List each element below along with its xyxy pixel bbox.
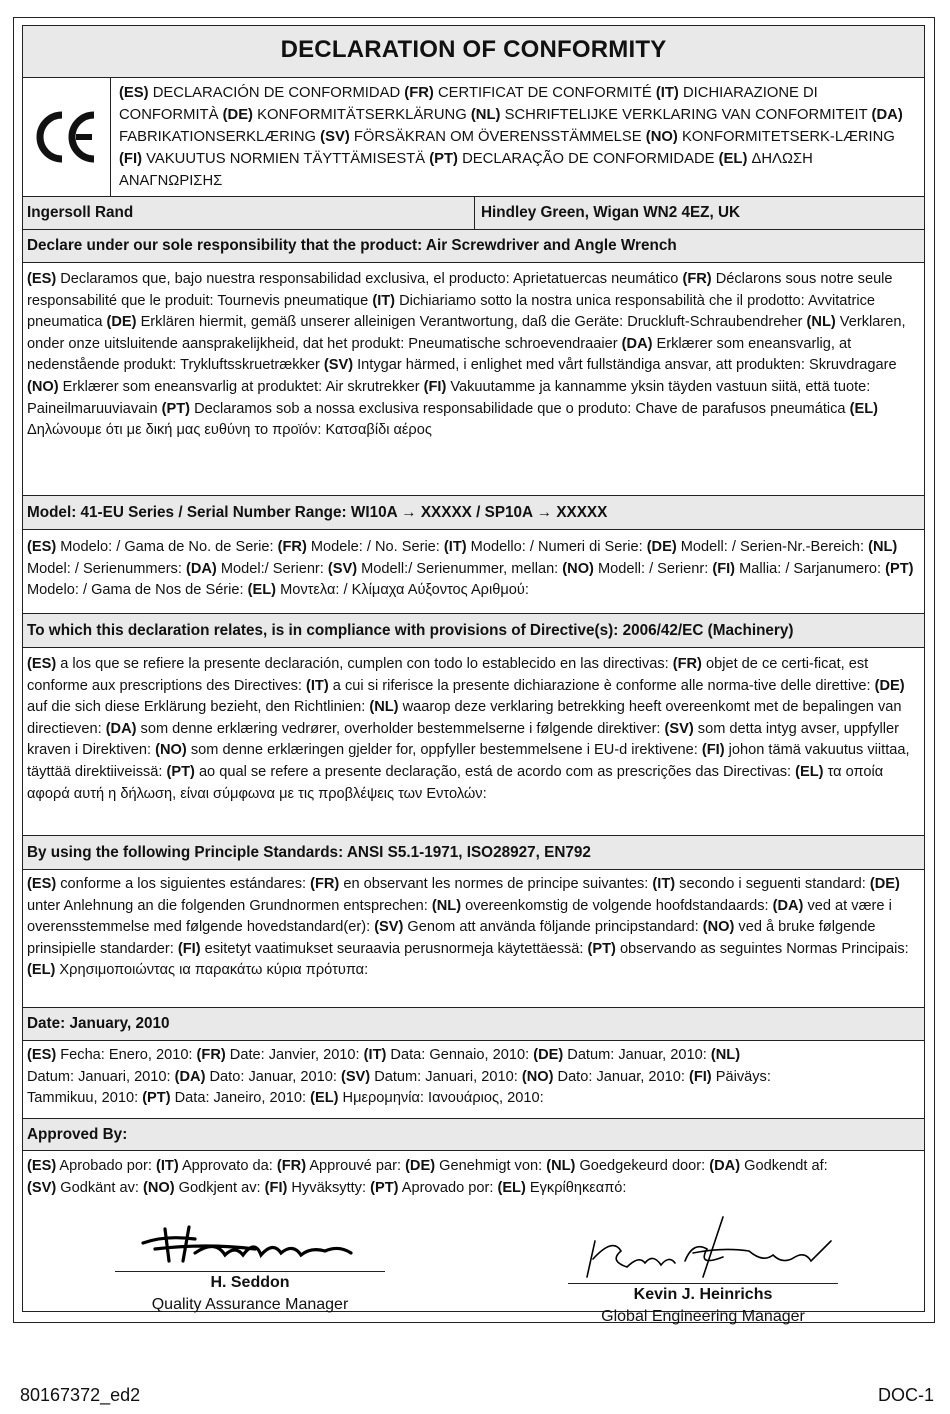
model-translation-code: (FI) <box>712 560 736 577</box>
model-translation-text: Model: / Serienummers: <box>27 560 186 577</box>
product-translation-code: (FI) <box>423 378 447 395</box>
directive-header: To which this declaration relates, is in compliance with provisions of Directive(s): 2006/42/EC (Machinery) <box>27 622 794 639</box>
signature-seddon-icon <box>135 1221 365 1269</box>
product-translation-code: (SV) <box>323 357 354 374</box>
approved-translations <box>23 1151 924 1202</box>
standards-translation-text: unter Anlehnung an die folgenden Grundnormen entsprechen: <box>27 897 432 914</box>
product-translation-text: Erklærer som eneansvarlig, at nedenstående produkt: Trykluftsskruetrækker <box>27 335 852 374</box>
model-translation-text: Mallia: / Sarjanumero: <box>735 560 886 577</box>
ce-mark-cell <box>23 78 111 196</box>
product-translation-code: (EL) <box>849 400 878 417</box>
directive-translation-text: a cui si riferisce la presente dichiarazione è conforme alle norma-tive delle direttive: <box>328 677 875 694</box>
date-translations-row <box>23 1041 924 1119</box>
declaration-table <box>22 25 925 1325</box>
directive-translation-code: (SV) <box>664 720 694 737</box>
model-translation-text: Model:/ Serienr: <box>216 560 328 577</box>
date-translation-text: Data: Janeiro, 2010: <box>170 1090 311 1107</box>
approved-translation-text: Goedgekeurd door: <box>575 1158 710 1174</box>
language-title-code: (PT) <box>429 151 458 167</box>
date-translation-code: (EL) <box>310 1090 339 1107</box>
standards-header-row <box>23 836 924 870</box>
date-header: Date: January, 2010 <box>27 1015 170 1032</box>
standards-translation-code: (SV) <box>374 919 404 936</box>
date-translation-code: (DE) <box>533 1047 564 1063</box>
language-title-code: (EL) <box>718 151 748 167</box>
standards-translation-text: Genom att använda följande principstandard: <box>403 919 703 936</box>
title-row <box>23 26 924 78</box>
standards-translation-text: overeenkomstig de volgende hoofdstandaards: <box>461 897 773 914</box>
language-title-code: (FI) <box>119 151 143 167</box>
model-header-row <box>23 496 924 530</box>
signatory-role-1: Quality Assurance Manager <box>151 1296 349 1313</box>
language-title-code: (NO) <box>645 129 678 145</box>
directive-translation-code: (ES) <box>27 656 57 672</box>
document-number: 80167372_ed2 <box>20 1385 141 1405</box>
approved-translation-code: (EL) <box>497 1179 526 1196</box>
approved-translation-code: (ES) <box>27 1158 57 1174</box>
model-translation-code: (NL) <box>868 539 898 555</box>
date-translation-code: (DA) <box>174 1068 206 1085</box>
language-title-code: (DA) <box>871 107 903 123</box>
language-title-text: KONFORMITETSERK-LÆRING <box>677 129 895 145</box>
language-title-text: CERTIFICAT DE CONFORMITÉ <box>433 85 656 101</box>
approved-translation-code: (NO) <box>143 1179 175 1196</box>
product-translation-text: Vakuutamme ja kannamme yksin täyden vastuun siitä, että tuote: Paineilmaruuviavain <box>27 378 871 417</box>
product-translation-text: Declaramos que, bajo nuestra responsabilidad exclusiva, el producto: Aprietatuercas neumático <box>56 271 683 287</box>
date-translation-code: (PT) <box>142 1090 171 1107</box>
directive-translation-code: (NL) <box>369 699 399 716</box>
approved-translation-code: (FR) <box>276 1158 307 1174</box>
product-translation-text: Erklären hiermit, gemäß unserer alleinigen Verantwortung, daß die Geräte: Druckluft-Schraubendreher <box>136 314 807 331</box>
directive-translation-text: objet de ce certi-ficat, est conforme aux prescriptions des Directives: <box>27 656 869 694</box>
product-translation-code: (NL) <box>806 314 836 331</box>
directive-translation-text: som denne erklæringen gjelder for, oppfyller bestemmelsene i EU-d irektivene: <box>186 742 702 759</box>
language-title-text: ΔΗΛΩΣΗ ΑΝΑΓΝΩΡΙΣΗΣ <box>119 151 813 189</box>
product-translations <box>23 263 924 445</box>
model-translation-code: (DE) <box>646 539 677 555</box>
standards-translation-text: secondo i seguenti standard: <box>675 876 870 892</box>
date-translation-text: Dato: Januar, 2010: <box>205 1068 341 1085</box>
ce-mark-icon <box>32 109 102 165</box>
model-translation-text: Modell: / Serien-Nr.-Bereich: <box>676 539 869 555</box>
language-title-code: (ES) <box>119 85 149 101</box>
product-header-row <box>23 230 924 263</box>
date-translation-text: Dato: Januar, 2010: <box>553 1068 689 1085</box>
page-title: DECLARATION OF CONFORMITY <box>280 36 667 63</box>
model-translation-text: Modelo: / Gama de Nos de Série: <box>27 582 248 599</box>
standards-header: By using the following Principle Standards: ANSI S5.1-1971, ISO28927, EN792 <box>27 844 591 861</box>
approval-row <box>23 1151 924 1325</box>
approved-translation-text: Εγκρίθηκεαπό: <box>525 1179 627 1196</box>
approved-translation-code: (IT) <box>156 1158 179 1174</box>
date-translation-text: Data: Gennaio, 2010: <box>386 1047 534 1063</box>
model-translation-text: Modello: / Numeri di Serie: <box>466 539 647 555</box>
standards-translation-text: en observant les normes de principe suivantes: <box>339 876 653 892</box>
approved-translation-text: Godkendt af: <box>740 1158 828 1174</box>
model-translation-text: Modele: / No. Serie: <box>306 539 444 555</box>
approved-translation-code: (PT) <box>370 1179 399 1196</box>
directive-translation-text: auf die sich diese Erklärung bezieht, den Richtlinien: <box>27 699 370 716</box>
date-translation-code: (IT) <box>363 1047 387 1063</box>
declaration-title-translations <box>113 78 924 196</box>
product-translations-row <box>23 263 924 496</box>
document-outer-frame <box>13 17 935 1323</box>
directive-translation-text: a los que se refiere la presente declaración, cumplen con todo lo establecido en las directivas: <box>56 656 673 672</box>
model-translation-text: Μοντελα: / Κλίμαχα Αύξοντος Αριθμού: <box>276 582 529 599</box>
approved-translation-text: Godkänt av: <box>56 1179 143 1196</box>
ce-languages-row <box>23 78 924 197</box>
signatory-name-1: H. Seddon <box>210 1274 290 1291</box>
standards-translation-code: (NL) <box>431 897 462 914</box>
date-translation-code: (ES) <box>27 1047 57 1063</box>
signatory-1 <box>115 1221 385 1316</box>
signatory-2 <box>568 1211 838 1328</box>
date-translation-text: Datum: Januari, 2010: <box>370 1068 522 1085</box>
standards-translation-text: Χρησιμοποιώντας ια παρακάτω κύρια πρότυπα: <box>55 962 369 979</box>
directive-translation-text: som denne erklæring vedrører, overholder bestemmelserne i følgende direktiver: <box>136 720 665 737</box>
model-translation-code: (SV) <box>327 560 358 577</box>
directive-header-row <box>23 614 924 648</box>
language-title-text: FÖRSÄKRAN OM ÖVERENSSTÄMMELSE <box>349 129 646 145</box>
approved-translation-code: (NL) <box>546 1158 576 1174</box>
language-title-code: (FR) <box>404 85 434 101</box>
standards-translation-text: ved at være i overensstemmelse med følgende hovedstandard(er): <box>27 897 892 936</box>
date-translation-code: (SV) <box>340 1068 371 1085</box>
directive-translation-code: (FR) <box>672 656 702 672</box>
standards-translation-code: (NO) <box>702 919 735 936</box>
directive-translation-text: waarop deze verklaring betrekking heeft overeenkomt met de bepalingen van directieven: <box>27 699 902 737</box>
standards-translation-code: (FR) <box>310 876 340 892</box>
signature-heinrichs-icon <box>573 1211 833 1283</box>
directive-translation-text: τα οποία αφορά αυτή η δήλωση, είναι σύμφωνα με τις προβλέψεις των Εντολών: <box>27 763 884 802</box>
language-title-text: KONFORMITÄTSERKLÄRUNG <box>253 107 471 123</box>
date-translation-text: Datum: Januari, 2010: <box>27 1068 175 1085</box>
standards-translation-code: (DA) <box>772 897 804 914</box>
standards-translations <box>23 870 924 985</box>
date-translations <box>23 1041 924 1113</box>
date-translation-text: Päiväys: Tammikuu, 2010: <box>27 1068 771 1107</box>
product-translation-text: Δηλώνουμε ότι με δική μας ευθύνη το προϊόν: Κατσαβίδι αέρος <box>27 422 432 439</box>
product-translation-code: (NO) <box>27 378 59 395</box>
language-title-text: FABRIKATIONSERKLÆRING <box>119 129 321 145</box>
company-row <box>23 197 924 230</box>
product-translation-text: Verklaren, onder onze uitsluitende aansprakelijkheid, dat het produkt: Pneumatische schroevendraaier <box>27 314 906 352</box>
company-name: Ingersoll Rand <box>23 197 475 229</box>
approved-header: Approved By: <box>27 1126 128 1143</box>
company-address: Hindley Green, Wigan WN2 4EZ, UK <box>481 204 741 221</box>
product-translation-text: Erklærer som eneansvarlig at produktet: Air skrutrekker <box>58 378 424 395</box>
date-translation-code: (FR) <box>196 1047 226 1063</box>
directive-translation-text: som detta intyg avser, uppfyller kraven i Direktiven: <box>27 720 899 759</box>
model-translation-text: Modelo: / Gama de No. de Serie: <box>56 539 278 555</box>
model-translation-code: (EL) <box>247 582 277 599</box>
date-header-row <box>23 1008 924 1041</box>
directive-translation-text: johon tämä vakuutus viittaa, täyttää direktiiveissä: <box>27 742 910 780</box>
approved-translation-text: Aprobado por: <box>56 1158 156 1174</box>
model-translation-code: (NO) <box>562 560 594 577</box>
directive-translation-code: (PT) <box>166 763 195 780</box>
standards-translation-code: (EL) <box>27 962 56 979</box>
date-translation-code: (FI) <box>688 1068 712 1085</box>
date-translation-text: Date: Janvier, 2010: <box>225 1047 364 1063</box>
approved-translation-code: (DA) <box>709 1158 741 1174</box>
directive-translation-code: (FI) <box>701 742 725 759</box>
approved-translation-text: Hyväksytty: <box>287 1179 371 1196</box>
language-title-code: (IT) <box>655 85 679 101</box>
model-translation-code: (IT) <box>443 539 467 555</box>
language-title-text: DECLARAÇÃO DE CONFORMIDADE <box>457 151 719 167</box>
language-title-text: SCHRIFTELIJKE VERKLARING VAN CONFORMITEIT <box>500 107 872 123</box>
standards-translation-text: observando as seguintes Normas Principais: <box>615 940 909 957</box>
approved-translation-text: Aprovado por: <box>398 1179 498 1196</box>
approved-translation-text: Approuvé par: <box>306 1158 406 1174</box>
approved-translation-text: Godkjent av: <box>174 1179 265 1196</box>
standards-translation-text: conforme a los siguientes estándares: <box>56 876 311 892</box>
date-translation-code: (NL) <box>710 1047 741 1063</box>
model-translation-code: (FR) <box>277 539 307 555</box>
model-serial-header: Model: 41-EU Series / Serial Number Range: WI10A → XXXXX / SP10A → XXXXX <box>27 504 608 521</box>
approved-translation-code: (SV) <box>27 1179 57 1196</box>
date-translation-text: Ημερομηνία: Ιανουάριος, 2010: <box>338 1090 544 1107</box>
product-translation-code: (PT) <box>161 400 191 417</box>
model-translations-row <box>23 530 924 614</box>
standards-translation-text: esitetyt vaatimukset seuraavia perusnormeja käytettäessä: <box>200 940 588 957</box>
date-translation-text: Datum: Januar, 2010: <box>563 1047 711 1063</box>
language-title-code: (NL) <box>470 107 501 123</box>
directive-translation-text: ao qual se refere a presente declaração, está de acordo com as prescrições das Directivas: <box>194 763 796 780</box>
standards-translation-code: (ES) <box>27 876 57 892</box>
model-translation-text: Modell: / Serienr: <box>593 560 713 577</box>
product-translation-text: Déclarons sous notre seule responsabilité que le produit: Tournevis pneumatique <box>27 271 893 309</box>
model-translations <box>23 530 924 605</box>
directive-translation-code: (DE) <box>874 677 905 694</box>
directive-translation-code: (DA) <box>105 720 137 737</box>
standards-translation-code: (FI) <box>177 940 201 957</box>
signatory-name-2: Kevin J. Heinrichs <box>633 1286 773 1303</box>
product-translation-code: (DA) <box>621 335 653 352</box>
approved-translation-text: Approvato da: <box>178 1158 277 1174</box>
approved-translation-code: (FI) <box>264 1179 288 1196</box>
standards-translation-text: ved å bruke følgende prinsipielle standarder: <box>27 919 876 957</box>
product-translation-code: (DE) <box>106 314 137 331</box>
approved-translation-text: Genehmigt von: <box>435 1158 547 1174</box>
language-title-text: DECLARACIÓN DE CONFORMIDAD <box>148 85 405 101</box>
date-translation-text: Fecha: Enero, 2010: <box>56 1047 197 1063</box>
page-label: DOC-1 <box>877 1385 934 1405</box>
date-translation-code: (NO) <box>521 1068 554 1085</box>
directive-translation-code: (NO) <box>155 742 187 759</box>
standards-translations-row <box>23 870 924 1008</box>
approved-header-row <box>23 1119 924 1151</box>
model-translation-code: (PT) <box>885 560 914 577</box>
language-title-code: (DE) <box>222 107 253 123</box>
product-translation-text: Declaramos sob a nossa exclusiva responsabilidade que o produto: Chave de parafusos pneumática <box>190 400 850 417</box>
model-translation-text: Modell:/ Serienummer, mellan: <box>357 560 563 577</box>
directive-translation-code: (EL) <box>795 763 824 780</box>
product-translation-code: (ES) <box>27 271 57 287</box>
signatory-role-2: Global Engineering Manager <box>601 1308 805 1325</box>
standards-translation-code: (IT) <box>652 876 676 892</box>
directive-translation-code: (IT) <box>306 677 329 694</box>
model-translation-code: (DA) <box>185 560 217 577</box>
approved-translation-code: (DE) <box>405 1158 436 1174</box>
language-title-text: VAKUUTUS NORMIEN TÄYTTÄMISESTÄ <box>142 151 430 167</box>
product-translation-code: (IT) <box>372 292 396 309</box>
standards-translation-code: (PT) <box>587 940 616 957</box>
product-translation-text: Dichiariamo sotto la nostra unica responsabilità che il prodotto: Avvitatrice pneumatica <box>27 292 875 331</box>
directive-translations <box>23 648 924 808</box>
language-title-text: DICHIARAZIONE DI CONFORMITÀ <box>119 85 818 123</box>
standards-translation-code: (DE) <box>869 876 900 892</box>
product-translation-code: (FR) <box>682 271 712 287</box>
product-translation-text: Intygar härmed, i enlighet med vårt fullständiga ansvar, att produkten: Skruvdragare <box>353 357 897 374</box>
model-translation-code: (ES) <box>27 539 57 555</box>
directive-translations-row <box>23 648 924 836</box>
language-title-code: (SV) <box>320 129 350 145</box>
product-declaration-header: Declare under our sole responsibility that the product: Air Screwdriver and Angle Wrench <box>27 237 677 254</box>
